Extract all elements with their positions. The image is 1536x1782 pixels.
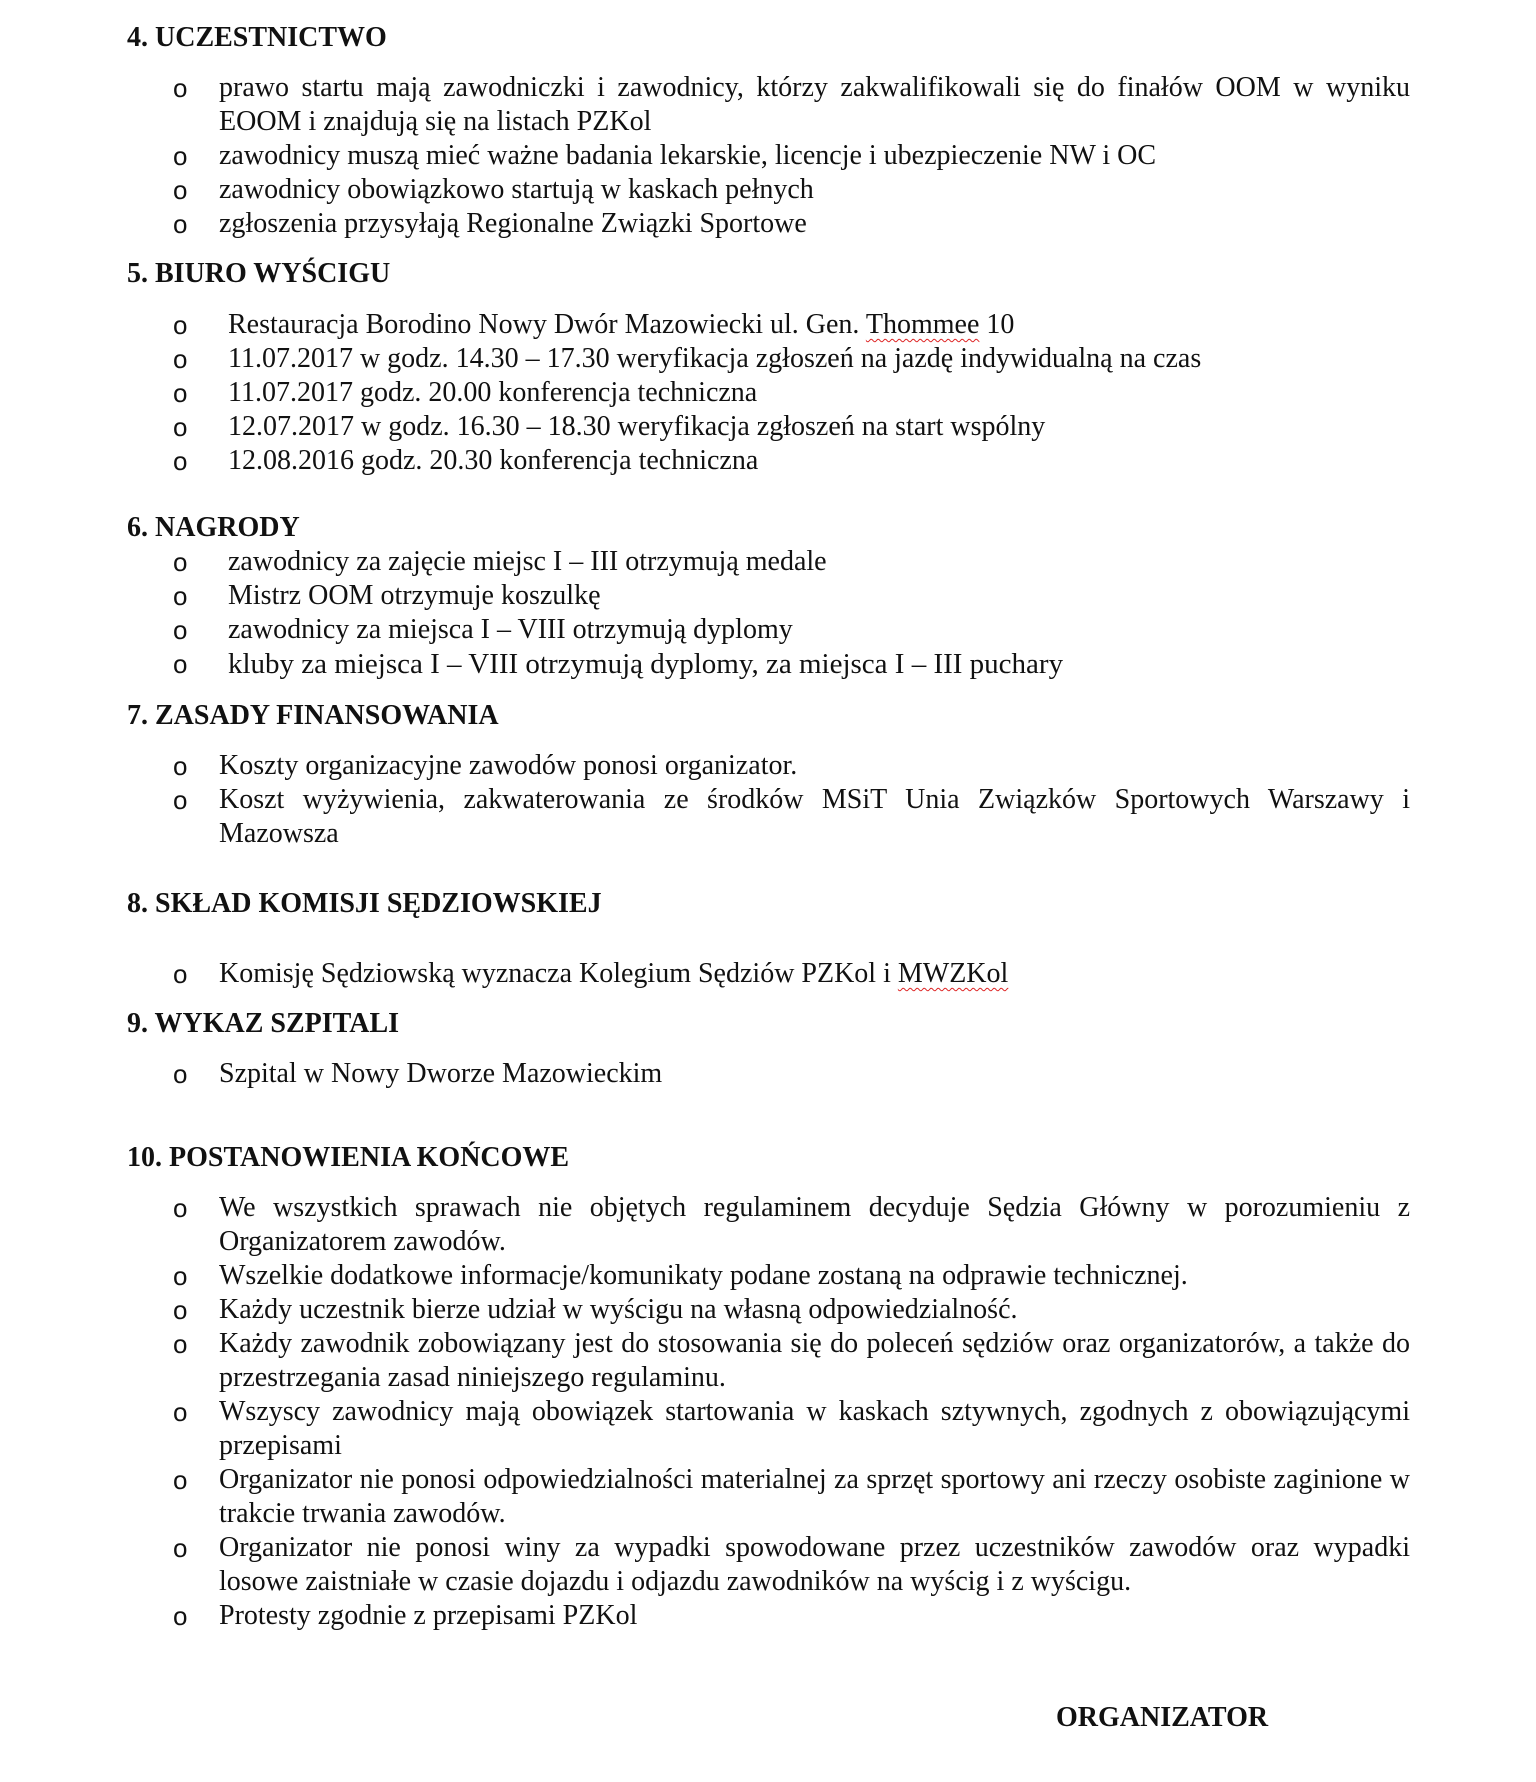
bullet-icon: o (173, 751, 188, 781)
list-item: o We wszystkich sprawach nie objętych regulaminem decyduje Sędzia Główny w porozumieniu z Organizatorem zawodów. (173, 1192, 1410, 1257)
list-item: o Koszty organizacyjne zawodów ponosi organizator. (173, 750, 798, 781)
section-heading-wykaz-szpitali: 9. WYKAZ SZPITALI (127, 1008, 400, 1039)
list-item: o Szpital w Nowy Dworze Mazowieckim (173, 1058, 663, 1089)
bullet-icon: o (173, 310, 188, 340)
list-item: o Protesty zgodnie z przepisami PZKol (173, 1600, 638, 1631)
list-postanowienia-koncowe (127, 1191, 1410, 1633)
list-item: o Organizator nie ponosi odpowiedzialności materialnej za sprzęt sportowy ani rzeczy osobiste zaginione w trakcie trwania zawodów. (173, 1464, 1410, 1529)
bullet-icon: o (173, 581, 188, 611)
bullet-icon: o (173, 175, 188, 205)
bullet-icon: o (173, 959, 188, 989)
spellcheck-marked-word: Thommee (865, 309, 980, 340)
bullet-icon: o (173, 1533, 188, 1563)
section-heading-biuro-wyscigu: 5. BIURO WYŚCIGU (127, 258, 391, 289)
bullet-icon: o (173, 1193, 188, 1223)
bullet-icon: o (173, 1295, 188, 1325)
list-item: o Organizator nie ponosi winy za wypadki spowodowane przez uczestników zawodów oraz wypadki losowe zaistniałe w czasie dojazdu i odjazdu zawodników na wyścig i z wyścigu. (173, 1532, 1410, 1597)
spellcheck-marked-word: MWZKol (897, 958, 1009, 989)
bullet-icon: o (173, 1261, 188, 1291)
list-item: o zawodnicy muszą mieć ważne badania lekarskie, licencje i ubezpieczenie NW i OC (173, 140, 1157, 171)
section-heading-nagrody: 6. NAGRODY (127, 512, 300, 543)
section-heading-zasady-finansowania: 7. ZASADY FINANSOWANIA (127, 700, 499, 731)
section-heading-uczestnictwo: 4. UCZESTNICTWO (127, 22, 387, 53)
bullet-icon: o (173, 1465, 188, 1495)
bullet-icon: o (173, 412, 188, 442)
organizer-signature: ORGANIZATOR (1056, 1702, 1269, 1733)
list-item: o Komisję Sędziowską wyznacza Kolegium Sędziów PZKol i MWZKol (173, 958, 1009, 989)
list-item: o prawo startu mają zawodniczki i zawodnicy, którzy zakwalifikowali się do finałów OOM w wyniku EOOM i znajdują się na listach PZKol (173, 72, 1410, 137)
list-item: o kluby za miejsca I – VIII otrzymują dyplomy, za miejsca I – III puchary (173, 648, 1064, 680)
list-item: o 12.07.2017 w godz. 16.30 – 18.30 weryfikacja zgłoszeń na start wspólny (173, 411, 1046, 442)
list-nagrody (127, 545, 1410, 681)
bullet-icon: o (173, 785, 188, 815)
list-zasady-finansowania (127, 749, 1410, 851)
bullet-icon: o (173, 446, 188, 476)
list-item: o 11.07.2017 godz. 20.00 konferencja techniczna (173, 377, 758, 408)
section-heading-postanowienia-koncowe: 10. POSTANOWIENIA KOŃCOWE (127, 1142, 570, 1173)
list-biuro-wyscigu (127, 308, 1410, 478)
list-item: o zawodnicy obowiązkowo startują w kaskach pełnych (173, 174, 814, 205)
list-item: o Koszt wyżywienia, zakwaterowania ze środków MSiT Unia Związków Sportowych Warszawy i Mazowsza (173, 784, 1410, 849)
bullet-icon: o (173, 344, 188, 374)
list-item: o Każdy uczestnik bierze udział w wyścigu na własną odpowiedzialność. (173, 1294, 1018, 1325)
list-item: o 12.08.2016 godz. 20.30 konferencja techniczna (173, 445, 759, 476)
list-item: o Mistrz OOM otrzymuje koszulkę (173, 580, 601, 611)
list-item: o 11.07.2017 w godz. 14.30 – 17.30 weryfikacja zgłoszeń na jazdę indywidualną na czas (173, 343, 1202, 374)
bullet-icon: o (173, 1329, 188, 1359)
bullet-icon: o (173, 1601, 188, 1631)
list-item: o Restauracja Borodino Nowy Dwór Mazowiecki ul. Gen. Thommee 10 (173, 309, 1015, 340)
list-uczestnictwo (127, 71, 1410, 241)
bullet-icon: o (173, 1059, 188, 1089)
list-wykaz-szpitali (127, 1057, 1410, 1091)
bullet-icon: o (173, 547, 188, 577)
bullet-icon: o (173, 649, 188, 679)
list-item: o zawodnicy za miejsca I – VIII otrzymują dyplomy (173, 614, 793, 645)
list-item: o Każdy zawodnik zobowiązany jest do stosowania się do poleceń sędziów oraz organizatorów, a także do przestrzegania zasad niniejszego regulaminu. (173, 1328, 1410, 1393)
section-heading-sklad-komisji: 8. SKŁAD KOMISJI SĘDZIOWSKIEJ (127, 888, 602, 919)
bullet-icon: o (173, 615, 188, 645)
list-sklad-komisji (127, 957, 1410, 991)
bullet-icon: o (173, 378, 188, 408)
bullet-icon: o (173, 73, 188, 103)
list-item: o zgłoszenia przysyłają Regionalne Związki Sportowe (173, 208, 807, 239)
bullet-icon: o (173, 141, 188, 171)
bullet-icon: o (173, 1397, 188, 1427)
list-item: o Wszelkie dodatkowe informacje/komunikaty podane zostaną na odprawie technicznej. (173, 1260, 1188, 1291)
bullet-icon: o (173, 209, 188, 239)
list-item: o Wszyscy zawodnicy mają obowiązek startowania w kaskach sztywnych, zgodnych z obowiązującymi przepisami (173, 1396, 1410, 1461)
list-item: o zawodnicy za zajęcie miejsc I – III otrzymują medale (173, 546, 827, 577)
